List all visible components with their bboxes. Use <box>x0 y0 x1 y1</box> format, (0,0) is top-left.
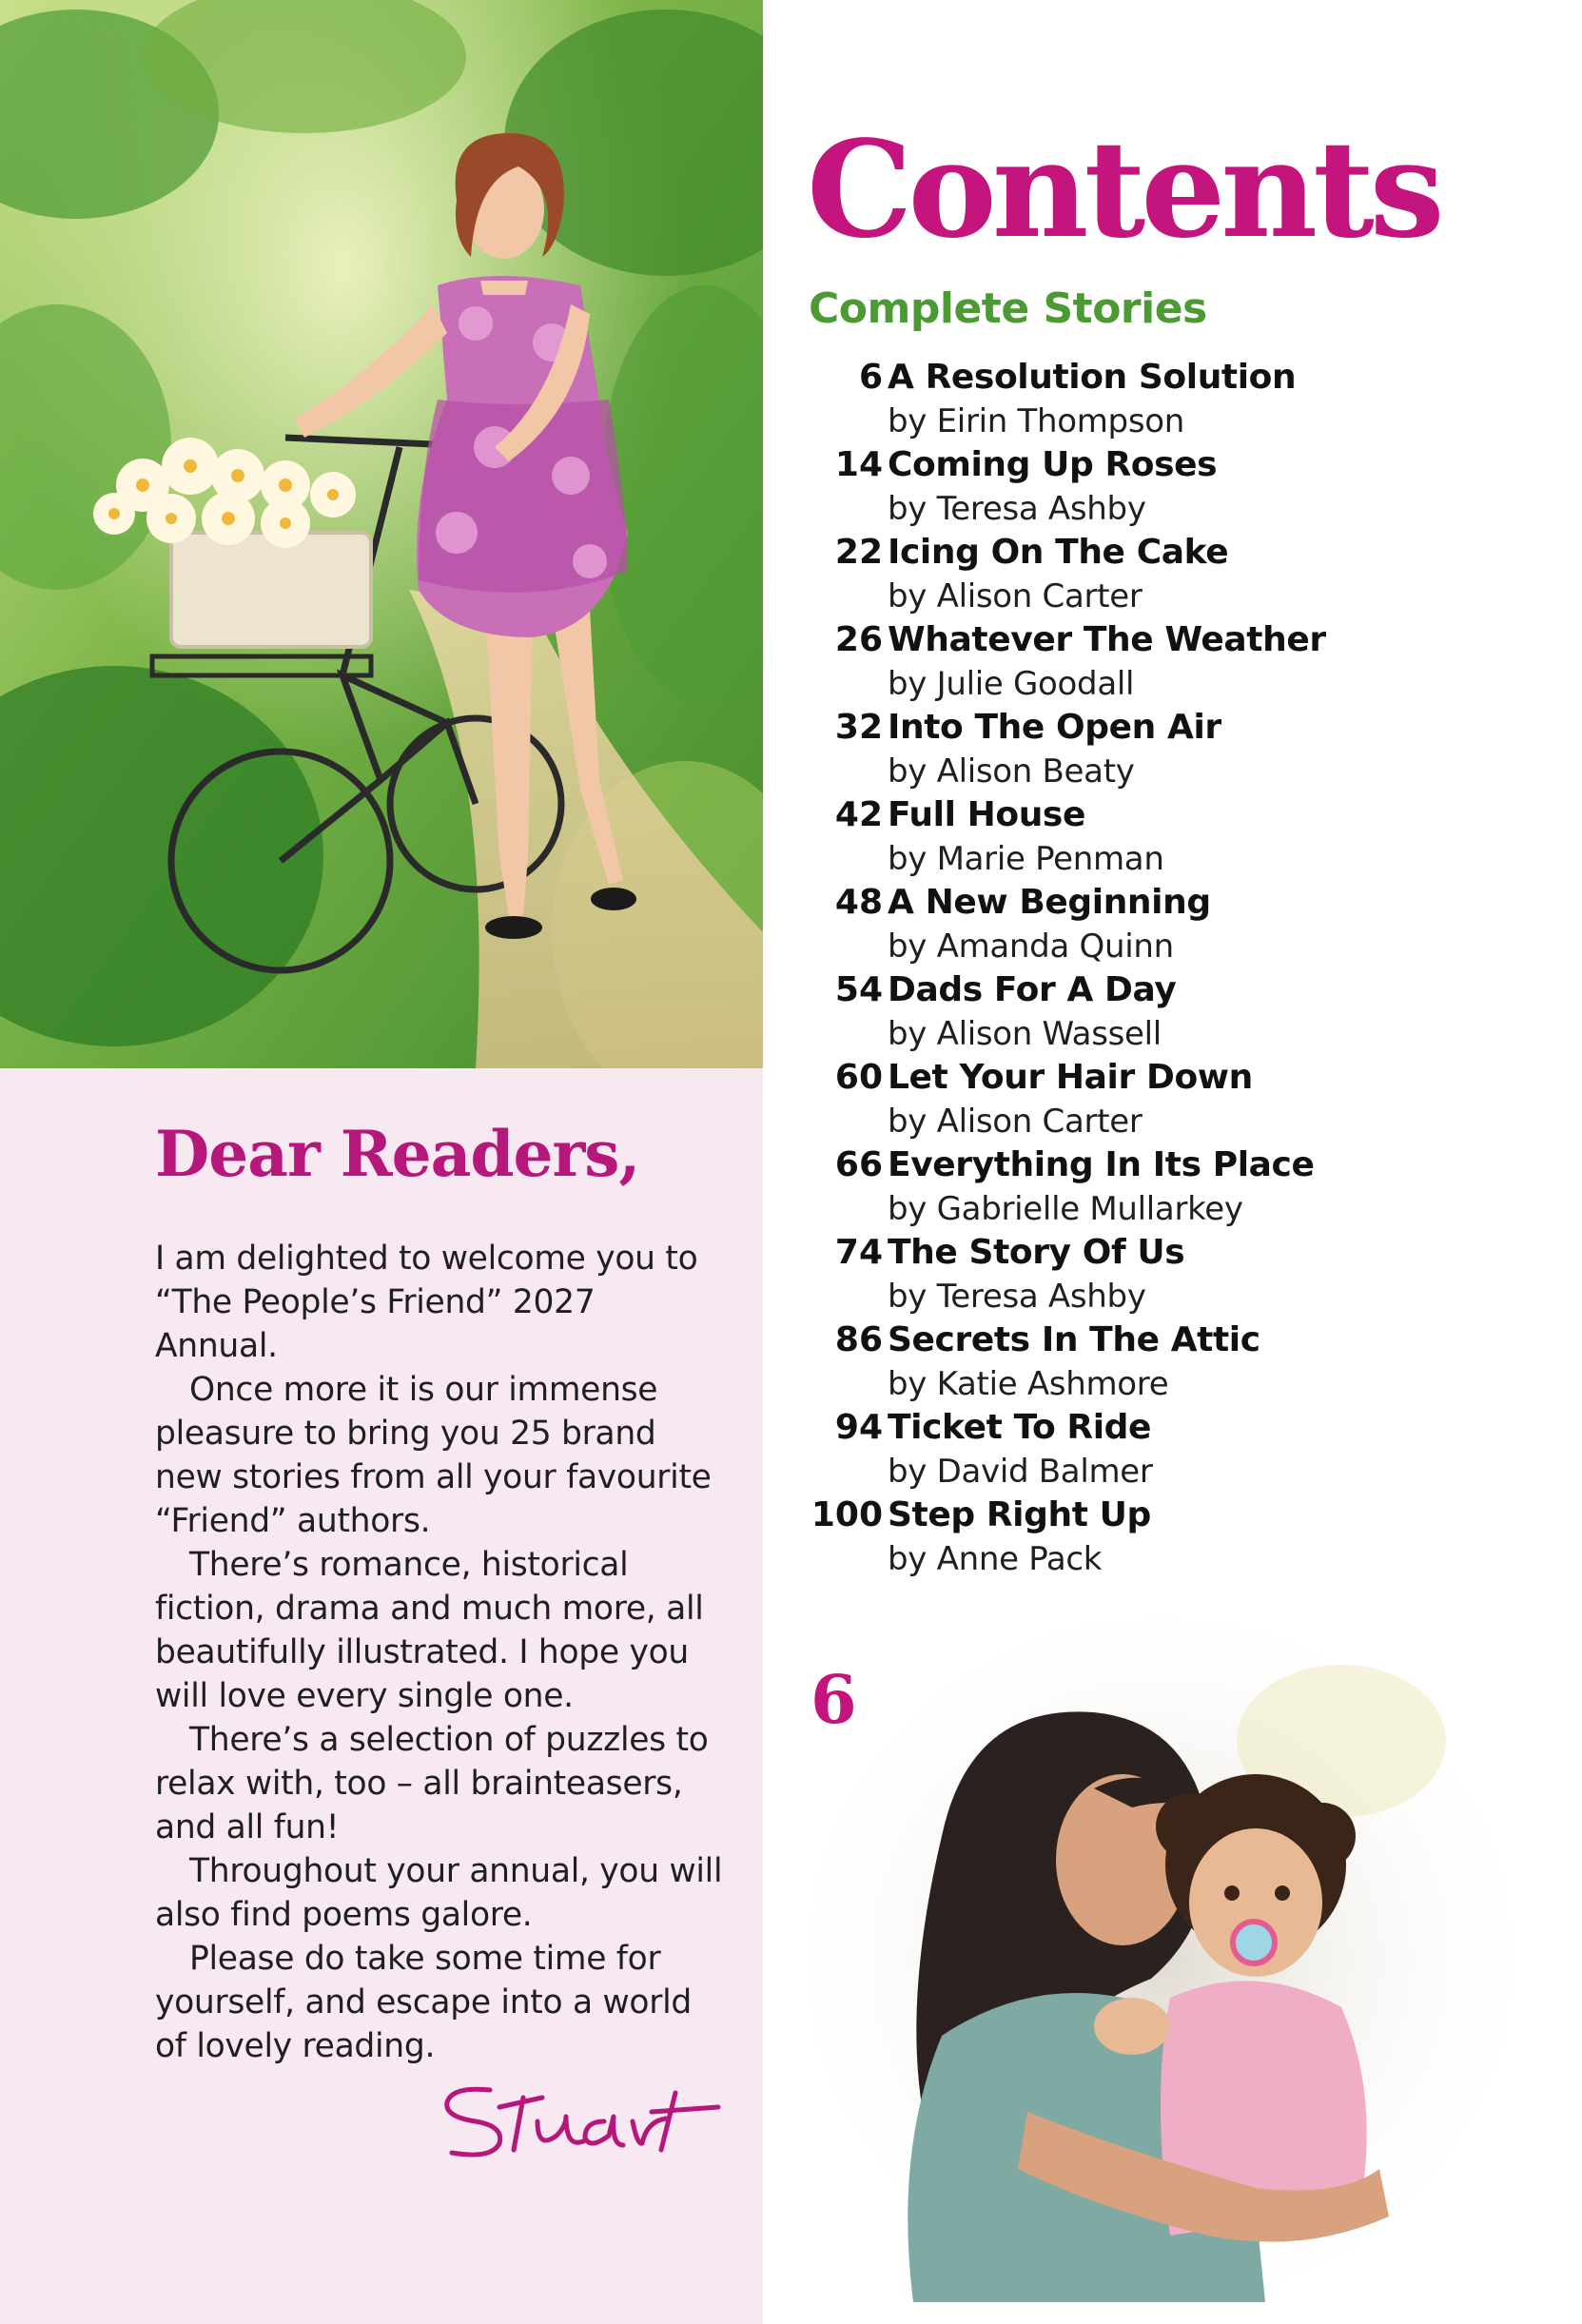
woman-with-bicycle-illustration <box>0 0 763 1068</box>
story-title: A Resolution Solution <box>888 358 1297 397</box>
story-title: Secrets In The Attic <box>888 1320 1260 1359</box>
story-author: by Alison Wassell <box>888 1015 1162 1053</box>
story-author: by Gabrielle Mullarkey <box>888 1190 1243 1228</box>
story-entry <box>809 1143 1551 1231</box>
story-title: Everything In Its Place <box>888 1145 1315 1184</box>
story-title: The Story Of Us <box>888 1233 1185 1272</box>
story-page-number: 60 <box>834 1058 883 1097</box>
story-page-number: 14 <box>834 445 883 484</box>
story-entry <box>809 793 1551 881</box>
story-title: Icing On The Cake <box>888 533 1229 572</box>
story-page-number: 54 <box>834 970 883 1009</box>
story-author: by Alison Beaty <box>888 752 1135 791</box>
letter-paragraph: There’s a selection of puzzles to relax with, too – all brainteasers, and all fun! <box>155 1721 709 1846</box>
story-entry <box>809 1056 1551 1143</box>
letter-paragraph: Once more it is our immense pleasure to bring you 25 brand new stories from all your favourite “Friend” authors. <box>155 1371 712 1540</box>
story-title: A New Beginning <box>888 883 1211 922</box>
story-page-number: 32 <box>834 708 883 747</box>
story-title: Dads For A Day <box>888 970 1177 1009</box>
story-entry <box>809 706 1551 793</box>
letter-paragraph: Throughout your annual, you will also find poems galore. <box>155 1852 723 1934</box>
left-column <box>0 0 763 2324</box>
story-entry <box>809 968 1551 1056</box>
story-author: by Marie Penman <box>888 840 1164 878</box>
story-page-number: 94 <box>834 1408 883 1447</box>
story-author: by Alison Carter <box>888 577 1143 615</box>
story-author: by Julie Goodall <box>888 665 1135 703</box>
letter-body <box>155 1237 726 2068</box>
story-page-number: 86 <box>834 1320 883 1359</box>
section-heading: Complete Stories <box>809 284 1207 333</box>
story-title: Full House <box>888 795 1085 834</box>
page-title: Contents <box>807 112 1440 268</box>
story-author: by David Balmer <box>888 1453 1153 1491</box>
story-title: Let Your Hair Down <box>888 1058 1253 1097</box>
story-title: Ticket To Ride <box>888 1408 1152 1447</box>
mother-and-child-illustration <box>809 1617 1513 2302</box>
story-entry <box>809 1494 1551 1581</box>
story-page-number: 22 <box>834 533 883 572</box>
handwritten-signature <box>433 2069 737 2164</box>
letter-paragraph: I am delighted to welcome you to “The People’s Friend” 2027 Annual. <box>155 1240 698 1365</box>
story-author: by Anne Pack <box>888 1540 1103 1578</box>
letter-paragraph: There’s romance, historical fiction, drama and much more, all beautifully illustrated. I hope you will love every single one. <box>155 1546 704 1715</box>
story-page-number: 66 <box>834 1145 883 1184</box>
story-entry <box>809 618 1551 706</box>
story-author: by Amanda Quinn <box>888 928 1174 966</box>
letter-paragraph: Please do take some time for yourself, and escape into a world of lovely reading. <box>155 1940 692 2065</box>
story-title: Step Right Up <box>888 1495 1151 1534</box>
story-page-number: 26 <box>834 620 883 659</box>
story-entry <box>809 1406 1551 1494</box>
story-author: by Katie Ashmore <box>888 1365 1169 1403</box>
story-page-number: 6 <box>858 358 883 397</box>
story-entry <box>809 1231 1551 1318</box>
story-author: by Alison Carter <box>888 1103 1143 1141</box>
story-entry <box>809 1318 1551 1406</box>
story-page-number: 74 <box>834 1233 883 1272</box>
story-entry <box>809 531 1551 618</box>
story-page-number: 100 <box>811 1495 883 1534</box>
letter-heading: Dear Readers, <box>155 1117 640 1191</box>
story-list <box>809 356 1551 1581</box>
story-author: by Eirin Thompson <box>888 402 1185 440</box>
story-title: Whatever The Weather <box>888 620 1326 659</box>
story-title: Coming Up Roses <box>888 445 1218 484</box>
story-title: Into The Open Air <box>888 708 1221 747</box>
story-entry <box>809 443 1551 531</box>
story-entry <box>809 881 1551 968</box>
story-page-number: 48 <box>834 883 883 922</box>
story-entry <box>809 356 1551 443</box>
story-page-number: 42 <box>834 795 883 834</box>
story-author: by Teresa Ashby <box>888 490 1146 528</box>
story-author: by Teresa Ashby <box>888 1278 1146 1316</box>
editor-letter <box>155 1117 726 2068</box>
